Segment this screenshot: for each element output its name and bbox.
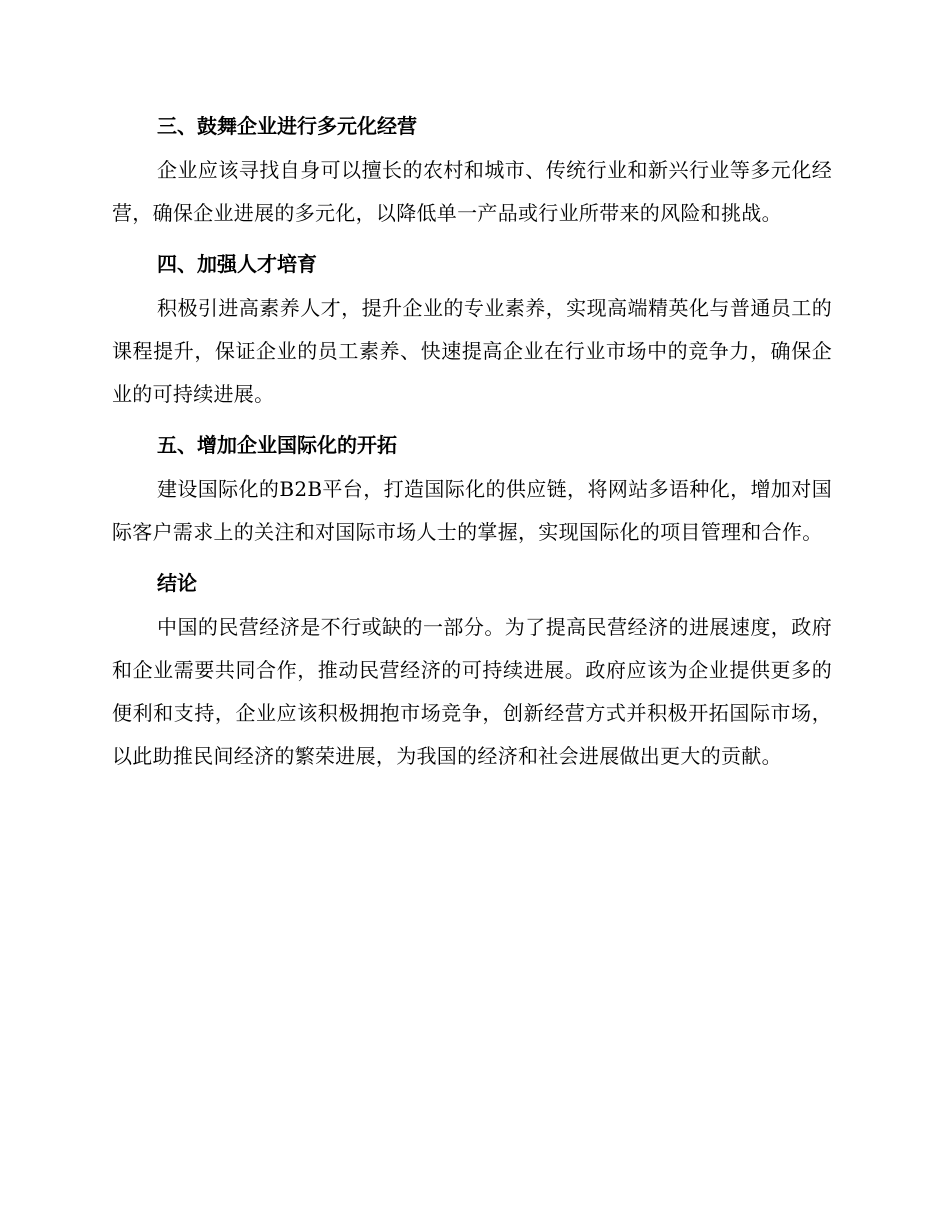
section-paragraph: 企业应该寻找自身可以擅长的农村和城市、传统行业和新兴行业等多元化经营，确保企业进展的多元化，以降低单一产品或行业所带来的风险和挑战。 xyxy=(112,158,832,225)
section-paragraph: 积极引进高素养人才，提升企业的专业素养，实现高端精英化与普通员工的课程提升，保证企业的员工素养、快速提高企业在行业市场中的竞争力，确保企业的可持续进展。 xyxy=(112,296,832,406)
section-heading: 五、增加企业国际化的开拓 xyxy=(157,433,397,457)
section-heading: 三、鼓舞企业进行多元化经营 xyxy=(157,114,417,138)
section-heading: 结论 xyxy=(157,571,197,595)
section-paragraph: 建设国际化的B2B平台，打造国际化的供应链，将网站多语种化，增加对国际客户需求上的关注和对国际市场人士的掌握，实现国际化的项目管理和合作。 xyxy=(112,477,832,544)
section-talent xyxy=(112,241,832,416)
section-diversification xyxy=(112,103,832,235)
section-internationalization xyxy=(112,422,832,554)
section-heading: 四、加强人才培育 xyxy=(157,252,317,276)
section-paragraph: 中国的民营经济是不行或缺的一部分。为了提高民营经济的进展速度，政府和企业需要共同合作，推动民营经济的可持续进展。政府应该为企业提供更多的便利和支持，企业应该积极拥抱市场竞争，创新经营方式并积极开拓国际市场，以此助推民间经济的繁荣进展，为我国的经济和社会进展做出更大的贡献。 xyxy=(112,615,832,768)
document-body xyxy=(112,103,832,784)
section-conclusion xyxy=(112,560,832,778)
